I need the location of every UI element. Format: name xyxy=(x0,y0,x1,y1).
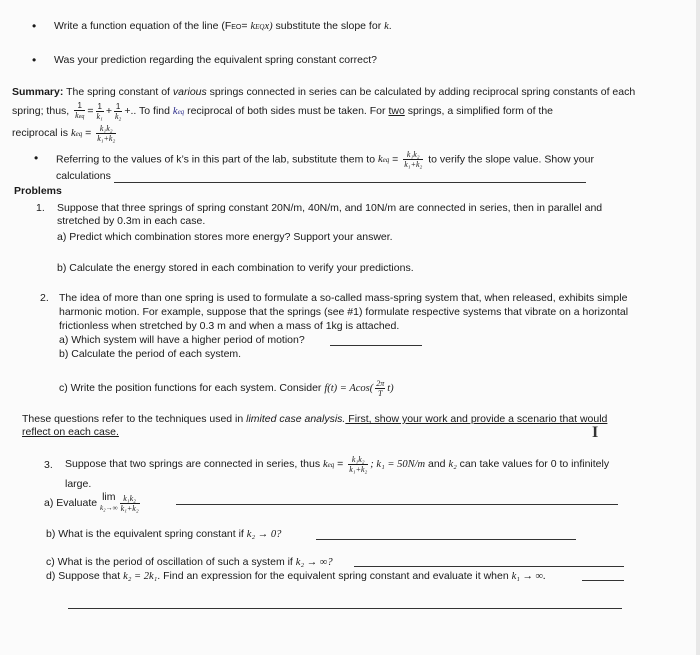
problems-heading: Problems xyxy=(14,185,62,197)
text: b) What is the equivalent spring constant if xyxy=(46,528,247,540)
fraction-1-k1 xyxy=(96,102,104,121)
math: ; k₁ = 50N/m xyxy=(370,459,426,470)
text: These questions refer to the techniques used in xyxy=(22,413,247,425)
answer-line xyxy=(176,504,618,505)
denominator: k₁+k₂ xyxy=(349,464,368,474)
page-edge-shadow xyxy=(696,0,700,655)
math: k₁ → ∞. xyxy=(511,571,546,582)
problem-3c xyxy=(46,556,333,569)
limited-line-2: reflect on each case. xyxy=(22,426,119,438)
text: springs connected in series can be calculated by adding reciprocal spring constants of each xyxy=(206,86,636,98)
problem-2a: a) Which system will have a higher period of motion? xyxy=(59,334,305,346)
answer-line xyxy=(68,608,622,609)
text: The spring constant of xyxy=(63,86,173,98)
problem-1-line-1: Suppose that three springs of spring constant 20N/m, 40N/m, and 10N/m are connected in series, then in parallel and xyxy=(57,202,603,214)
text: reciprocal is xyxy=(12,127,71,139)
problem-3-line-1: Suppose that two springs are connected in series, thus keq = $\frac{\text{k₁k₂}}{\text{k₁+k₂}}$ ; k₁ = 50N/m and k₂ can take values for 0 to infinitely xyxy=(65,454,610,474)
k: k xyxy=(70,128,76,139)
limited-line-1 xyxy=(22,413,607,426)
text-underlined: two xyxy=(388,105,405,117)
text: c) What is the period of oscillation of such a system if xyxy=(46,556,296,568)
text: substitute the slope for xyxy=(272,20,385,32)
k-eq xyxy=(378,154,389,165)
lim: lim xyxy=(102,491,116,503)
sub: eq xyxy=(78,113,85,120)
subscript: EO xyxy=(231,24,242,31)
problem-3-line-2: large. xyxy=(65,478,92,490)
denominator: k₁+k₂ xyxy=(97,133,116,143)
numerator: 1 xyxy=(74,101,85,111)
text: spring; thus, xyxy=(12,105,73,117)
text: to verify the slope value. Show your xyxy=(425,153,594,166)
math: k₂ → 0? xyxy=(246,529,282,540)
text: springs, a simplified form of the xyxy=(404,105,554,117)
text: = xyxy=(241,20,251,32)
sub: eq xyxy=(327,461,335,469)
math: k₂ = 2k₁ xyxy=(123,571,158,582)
text: +.. xyxy=(124,105,137,117)
numerator: 1 xyxy=(115,101,121,111)
math: t) xyxy=(387,383,394,394)
text: reciprocal of both sides must be taken. For xyxy=(184,105,389,117)
sub: eq xyxy=(382,156,390,165)
text-italic: various xyxy=(172,86,207,98)
k-eq xyxy=(323,459,334,470)
k: k xyxy=(322,459,328,470)
calculations-text: calculations xyxy=(56,170,111,182)
text: Suppose that two springs are connected in series, thus xyxy=(65,458,323,470)
text: . xyxy=(388,20,392,32)
problem-2-line-1: The idea of more than one spring is used to formulate a so-called mass-spring system that, when released, exhibits simple xyxy=(59,292,628,304)
math: f(t) = Acos( xyxy=(324,383,374,394)
summary-line-2: spring; thus, $\frac{1}{\text{keq}}$ = $\frac{1}{\text{k₁}}$ + $\frac{1}{\text{k₂}}$ +.. To find keq reciprocal of both sides must be taken. For two springs, a simplified form of the xyxy=(12,100,554,121)
bullet-referring: • Referring to the values of k’s in this part of the lab, substitute them to keq = $\frac{\text{k₁k₂}}{\text{k₁+k₂}}$ to verify the slope value. Show your xyxy=(56,150,594,169)
bullet-prediction: • Was your prediction regarding the equivalent spring constant correct? xyxy=(54,54,377,67)
problem-1b: b) Calculate the energy stored in each combination to verify your predictions. xyxy=(57,262,414,274)
text: Referring to the values of k’s in this part of the lab, substitute them to xyxy=(56,153,378,166)
numerator: 2π xyxy=(376,378,385,388)
problem-1a: a) Predict which combination stores more energy? Support your answer. xyxy=(57,231,393,243)
fraction-2pi-T xyxy=(375,379,385,398)
text: a) Evaluate xyxy=(44,497,101,509)
limit-operator xyxy=(100,492,118,514)
bullet-function-equation xyxy=(54,20,392,34)
answer-line xyxy=(316,539,576,540)
fraction-k1k2 xyxy=(96,124,116,143)
text: To find xyxy=(136,105,173,117)
text-cursor-icon: I xyxy=(592,424,599,441)
problem-3d xyxy=(46,570,546,583)
problem-2-line-2: harmonic motion. For example, suppose that the springs (see #1) formulate respective systems that vibrate on a horizontal xyxy=(59,306,629,318)
numerator: k₁k₂ xyxy=(96,124,116,134)
text: can take values for 0 to infinitely xyxy=(456,458,610,470)
denominator: k₁ xyxy=(96,111,103,121)
fraction-k1k2 xyxy=(403,150,423,169)
text-italic: limited case analysis. xyxy=(246,413,346,425)
numerator: k₁k₂ xyxy=(348,455,368,465)
problem-2b: b) Calculate the period of each system. xyxy=(59,348,242,360)
lim-subscript: k₂→∞ xyxy=(100,504,118,512)
text: c) Write the position functions for each system. Consider xyxy=(59,382,325,394)
denominator: k₂ xyxy=(114,111,122,121)
sub: eq xyxy=(75,130,83,138)
summary-line-3: reciprocal is keq = $\frac{\text{k₁k₂}}{\text{k₁+k₂}}$ xyxy=(12,123,116,143)
summary-line-1 xyxy=(12,86,635,99)
problem-1-line-2: stretched by 0.3m in each case. xyxy=(57,215,206,227)
denominator: k₁+k₂ xyxy=(120,503,139,513)
numerator: 1 xyxy=(97,101,102,111)
denominator: T xyxy=(378,388,383,398)
text: d) Suppose that xyxy=(46,570,124,582)
numerator: k₁k₂ xyxy=(120,494,140,504)
k-eq xyxy=(71,128,82,139)
fraction-k1k2 xyxy=(348,455,368,474)
text: Write a function equation of the line (F xyxy=(54,20,232,32)
problem-3-number: 3. xyxy=(44,459,53,471)
fraction-1-keq xyxy=(74,101,85,122)
math: k₂ → ∞? xyxy=(295,557,333,568)
denominator xyxy=(74,111,85,122)
k-eq xyxy=(173,106,184,117)
summary-label: Summary: xyxy=(12,86,64,98)
problem-3b xyxy=(46,528,281,541)
answer-line xyxy=(114,182,586,183)
math: k₂ xyxy=(448,459,457,470)
answer-line xyxy=(354,566,624,567)
k: k xyxy=(377,154,383,166)
problem-2c xyxy=(59,378,394,399)
fraction-1-k2 xyxy=(114,102,122,121)
text: and xyxy=(425,458,449,470)
fraction-k1k2 xyxy=(120,494,140,513)
math-k: k xyxy=(250,21,256,32)
sub: eq xyxy=(177,108,185,116)
answer-line xyxy=(582,580,624,581)
answer-line xyxy=(330,345,422,346)
problem-2-line-3: frictionless when stretched by 0.3 m and when a mass of 1kg is attached. xyxy=(59,320,400,332)
text: . Find an expression for the equivalent spring constant and evaluate it when xyxy=(157,570,512,582)
k: k xyxy=(75,110,79,120)
problem-2-number: 2. xyxy=(40,292,49,304)
math-k: k xyxy=(384,21,389,32)
problem-3a xyxy=(44,492,142,514)
k: k xyxy=(172,106,178,117)
math-x: x) xyxy=(264,21,273,32)
denominator: k₁+k₂ xyxy=(404,160,423,169)
problem-1-number: 1. xyxy=(36,202,45,214)
numerator: k₁k₂ xyxy=(403,150,423,160)
text-underlined: First, show your work and provide a scenario that would xyxy=(345,413,608,425)
subscript: EQ xyxy=(255,23,265,31)
